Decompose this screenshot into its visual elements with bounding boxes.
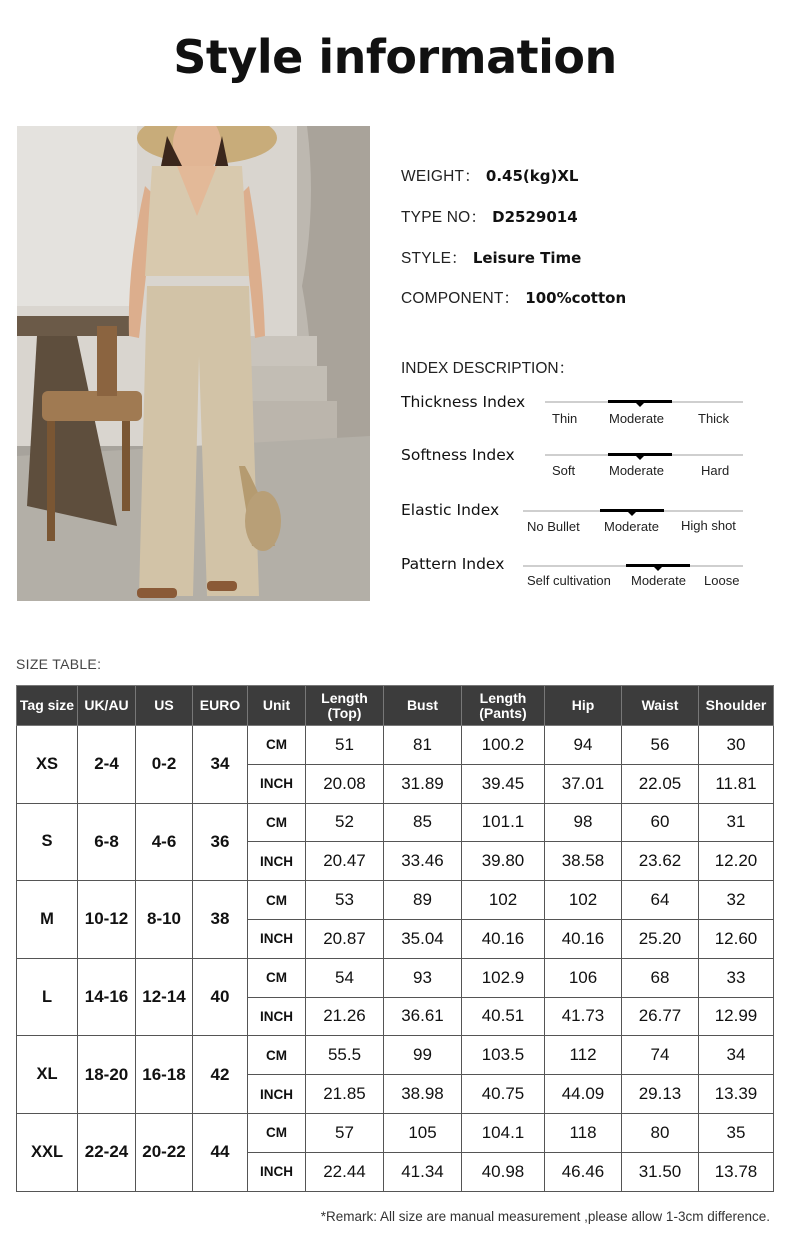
table-row: [17, 726, 774, 765]
bust-cm-cell: 93: [384, 958, 462, 997]
bust-inch-cell: 38.98: [384, 1075, 462, 1114]
tag-size-cell: XL: [17, 1036, 78, 1114]
length-pants-inch-cell: 39.80: [462, 842, 545, 881]
elastic-option-3: High shot: [681, 518, 736, 533]
softness-marker-tick: [636, 456, 644, 460]
spec-style-value: Leisure Time: [472, 249, 582, 267]
softness-option-1: Soft: [552, 463, 576, 478]
hip-inch-cell: 40.16: [545, 919, 622, 958]
table-row: [17, 803, 774, 842]
length-pants-inch-cell: 40.16: [462, 919, 545, 958]
uk-au-cell: 6-8: [78, 803, 136, 881]
unit-inch-cell: INCH: [248, 842, 306, 881]
euro-cell: 36: [193, 803, 248, 881]
hip-cm-cell: 106: [545, 958, 622, 997]
length-pants-cm-cell: 101.1: [462, 803, 545, 842]
hip-cm-cell: 118: [545, 1113, 622, 1152]
elastic-option-2: Moderate: [604, 519, 659, 534]
length-pants-inch-cell: 39.45: [462, 764, 545, 803]
length-top-inch-cell: 21.85: [306, 1075, 384, 1114]
header-hip-text: Hip: [571, 697, 595, 713]
us-cell: 16-18: [136, 1036, 193, 1114]
header-length-pants-text: Length: [479, 689, 527, 706]
shoulder-cm-cell: 32: [699, 881, 774, 920]
hip-cm-cell: 102: [545, 881, 622, 920]
hip-cm-cell: 112: [545, 1036, 622, 1075]
tag-size-cell: XXL: [17, 1113, 78, 1191]
length-top-inch-cell: 21.26: [306, 997, 384, 1036]
waist-inch-cell: 31.50: [622, 1152, 699, 1191]
waist-inch-cell: 23.62: [622, 842, 699, 881]
table-header-row: [17, 686, 774, 726]
us-cell: 12-14: [136, 958, 193, 1036]
spec-component-value: 100%cotton: [525, 289, 627, 307]
waist-cm-cell: 56: [622, 726, 699, 765]
unit-cm-cell: CM: [248, 958, 306, 997]
thickness-option-2: Moderate: [609, 411, 664, 426]
softness-option-3: Hard: [701, 463, 730, 478]
tag-size-cell: XS: [17, 726, 78, 804]
hip-cm-cell: 94: [545, 726, 622, 765]
header-length-pants: [462, 686, 545, 726]
waist-inch-cell: 22.05: [622, 764, 699, 803]
uk-au-cell: 2-4: [78, 726, 136, 804]
unit-inch-cell: INCH: [248, 764, 306, 803]
bust-cm-cell: 85: [384, 803, 462, 842]
bust-cm-cell: 99: [384, 1036, 462, 1075]
header-euro-text: EURO: [199, 697, 241, 713]
spec-component: [401, 286, 626, 308]
unit-cm-cell: CM: [248, 1036, 306, 1075]
header-waist-text: Waist: [641, 697, 679, 713]
unit-cm-cell: CM: [248, 726, 306, 765]
header-length-top-sub: (Top): [327, 704, 362, 721]
bust-cm-cell: 81: [384, 726, 462, 765]
euro-cell: 42: [193, 1036, 248, 1114]
header-length-pants-sub: (Pants): [479, 704, 527, 721]
bust-inch-cell: 33.46: [384, 842, 462, 881]
waist-inch-cell: 26.77: [622, 997, 699, 1036]
spec-weight-value: 0.45(kg)XL: [485, 167, 579, 185]
pattern-index-label: Pattern Index: [401, 555, 505, 573]
shoulder-inch-cell: 13.78: [699, 1152, 774, 1191]
header-unit: [248, 686, 306, 726]
bust-cm-cell: 105: [384, 1113, 462, 1152]
header-shoulder-text: Shoulder: [705, 697, 767, 713]
spec-type: [401, 205, 578, 227]
pattern-option-3: Loose: [704, 573, 740, 588]
shoulder-cm-cell: 33: [699, 958, 774, 997]
product-photo: [17, 126, 370, 601]
shoulder-inch-cell: 12.60: [699, 919, 774, 958]
softness-index-label: Softness Index: [401, 446, 515, 464]
uk-au-cell: 22-24: [78, 1113, 136, 1191]
waist-inch-cell: 25.20: [622, 919, 699, 958]
us-cell: 0-2: [136, 726, 193, 804]
header-uk-au-text: UK/AU: [84, 697, 129, 713]
size-table: [16, 685, 774, 1192]
header-length-top-text: Length: [321, 689, 368, 706]
unit-inch-cell: INCH: [248, 919, 306, 958]
index-description-title: INDEX DESCRIPTION：: [401, 360, 575, 377]
length-pants-inch-cell: 40.51: [462, 997, 545, 1036]
unit-cm-cell: CM: [248, 1113, 306, 1152]
length-pants-inch-cell: 40.98: [462, 1152, 545, 1191]
length-pants-cm-cell: 102: [462, 881, 545, 920]
spec-weight-key: WEIGHT：: [401, 168, 480, 185]
length-top-cm-cell: 52: [306, 803, 384, 842]
tag-size-cell: M: [17, 881, 78, 959]
thickness-marker-tick: [636, 403, 644, 407]
size-table-label: SIZE TABLE:: [16, 656, 102, 672]
pattern-option-1: Self cultivation: [527, 573, 611, 588]
shoulder-cm-cell: 35: [699, 1113, 774, 1152]
pattern-marker-tick: [654, 567, 662, 571]
header-hip: [545, 686, 622, 726]
waist-cm-cell: 68: [622, 958, 699, 997]
waist-inch-cell: 29.13: [622, 1075, 699, 1114]
table-row: [17, 1113, 774, 1152]
bust-inch-cell: 36.61: [384, 997, 462, 1036]
shoulder-inch-cell: 12.99: [699, 997, 774, 1036]
bust-inch-cell: 41.34: [384, 1152, 462, 1191]
elastic-index-label: Elastic Index: [401, 501, 500, 519]
length-top-inch-cell: 20.47: [306, 842, 384, 881]
header-tag-size-text: Tag size: [19, 697, 75, 713]
length-top-inch-cell: 22.44: [306, 1152, 384, 1191]
shoulder-cm-cell: 31: [699, 803, 774, 842]
spec-type-value: D2529014: [492, 208, 578, 226]
euro-cell: 44: [193, 1113, 248, 1191]
table-row: [17, 881, 774, 920]
shoulder-inch-cell: 13.39: [699, 1075, 774, 1114]
thickness-option-1: Thin: [552, 411, 578, 426]
waist-cm-cell: 64: [622, 881, 699, 920]
spec-component-key: COMPONENT：: [401, 290, 520, 307]
header-uk-au: [78, 686, 136, 726]
length-pants-cm-cell: 100.2: [462, 726, 545, 765]
unit-cm-cell: CM: [248, 881, 306, 920]
header-us: [136, 686, 193, 726]
length-top-cm-cell: 51: [306, 726, 384, 765]
hip-inch-cell: 37.01: [545, 764, 622, 803]
unit-inch-cell: INCH: [248, 997, 306, 1036]
header-tag-size: [17, 686, 78, 726]
table-row: [17, 958, 774, 997]
tag-size-cell: S: [17, 803, 78, 881]
hip-inch-cell: 44.09: [545, 1075, 622, 1114]
waist-cm-cell: 80: [622, 1113, 699, 1152]
length-top-inch-cell: 20.87: [306, 919, 384, 958]
header-waist: [622, 686, 699, 726]
unit-inch-cell: INCH: [248, 1152, 306, 1191]
header-bust: [384, 686, 462, 726]
spec-type-key: TYPE NO：: [401, 209, 487, 226]
hip-inch-cell: 41.73: [545, 997, 622, 1036]
header-unit-text: Unit: [262, 697, 291, 713]
thickness-index-label: Thickness Index: [401, 393, 526, 411]
length-top-inch-cell: 20.08: [306, 764, 384, 803]
header-length-top: [306, 686, 384, 726]
bust-cm-cell: 89: [384, 881, 462, 920]
header-shoulder: [699, 686, 774, 726]
length-top-cm-cell: 53: [306, 881, 384, 920]
bust-inch-cell: 35.04: [384, 919, 462, 958]
uk-au-cell: 10-12: [78, 881, 136, 959]
length-top-cm-cell: 57: [306, 1113, 384, 1152]
spec-style-key: STYLE：: [401, 250, 467, 267]
thickness-option-3: Thick: [698, 411, 730, 426]
shoulder-cm-cell: 30: [699, 726, 774, 765]
length-pants-cm-cell: 104.1: [462, 1113, 545, 1152]
elastic-marker-tick: [628, 512, 636, 516]
uk-au-cell: 14-16: [78, 958, 136, 1036]
spec-style: [401, 246, 581, 268]
length-pants-inch-cell: 40.75: [462, 1075, 545, 1114]
bust-inch-cell: 31.89: [384, 764, 462, 803]
hip-inch-cell: 46.46: [545, 1152, 622, 1191]
remark-note: *Remark: All size are manual measurement ,please allow 1-3cm difference.: [320, 1209, 770, 1224]
waist-cm-cell: 60: [622, 803, 699, 842]
length-pants-cm-cell: 102.9: [462, 958, 545, 997]
pattern-option-2: Moderate: [631, 573, 686, 588]
page-title: Style information: [173, 30, 617, 84]
waist-cm-cell: 74: [622, 1036, 699, 1075]
euro-cell: 40: [193, 958, 248, 1036]
uk-au-cell: 18-20: [78, 1036, 136, 1114]
hip-inch-cell: 38.58: [545, 842, 622, 881]
shoulder-cm-cell: 34: [699, 1036, 774, 1075]
tag-size-cell: L: [17, 958, 78, 1036]
header-bust-text: Bust: [406, 697, 439, 713]
shoulder-inch-cell: 12.20: [699, 842, 774, 881]
header-us-text: US: [154, 697, 174, 713]
softness-option-2: Moderate: [609, 463, 664, 478]
spec-weight: [401, 164, 578, 186]
length-top-cm-cell: 55.5: [306, 1036, 384, 1075]
table-row: [17, 1036, 774, 1075]
header-euro: [193, 686, 248, 726]
us-cell: 4-6: [136, 803, 193, 881]
shoulder-inch-cell: 11.81: [699, 764, 774, 803]
us-cell: 8-10: [136, 881, 193, 959]
size-table-body: [17, 726, 774, 1192]
euro-cell: 38: [193, 881, 248, 959]
hip-cm-cell: 98: [545, 803, 622, 842]
euro-cell: 34: [193, 726, 248, 804]
us-cell: 20-22: [136, 1113, 193, 1191]
elastic-option-1: No Bullet: [527, 519, 580, 534]
length-top-cm-cell: 54: [306, 958, 384, 997]
length-pants-cm-cell: 103.5: [462, 1036, 545, 1075]
unit-cm-cell: CM: [248, 803, 306, 842]
unit-inch-cell: INCH: [248, 1075, 306, 1114]
